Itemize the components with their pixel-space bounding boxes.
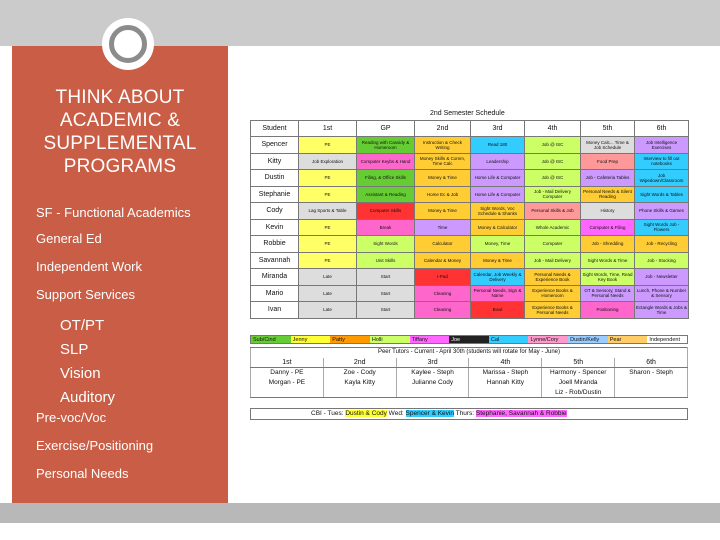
schedule-cell: Job @ ISC xyxy=(525,153,581,170)
schedule-cell: Computer & Filing xyxy=(581,219,635,236)
slide-title: THINK ABOUT ACADEMIC & SUPPLEMENTAL PROGRAMS xyxy=(43,87,197,177)
table-row xyxy=(251,137,689,154)
peer-cell xyxy=(251,388,324,398)
schedule-cell: Job - Recycling xyxy=(635,236,689,253)
legend-item: Joe xyxy=(449,336,489,343)
schedule-cell: Computer Skills xyxy=(357,203,415,220)
schedule-body xyxy=(251,137,689,319)
peer-cell xyxy=(323,388,396,398)
peer-cell: Kayla Kitty xyxy=(323,378,396,388)
schedule-table xyxy=(250,120,689,319)
schedule-cell: Positioning xyxy=(581,302,635,319)
schedule-cell: Late xyxy=(299,269,357,286)
schedule-cell: Home Ec & Job xyxy=(415,186,471,203)
peer-row xyxy=(251,368,688,378)
schedule-cell: Money & Time xyxy=(415,170,471,187)
schedule-cell: Job - Cafeteria Tables xyxy=(581,170,635,187)
peer-cell: Julianne Cody xyxy=(396,378,469,388)
schedule-cell: Job - Mail Delivery Computer xyxy=(525,186,581,203)
peer-header-cell: 1st xyxy=(251,358,324,368)
legend-item: Pear xyxy=(608,336,648,343)
peer-cell: Liz - Rob/Dustin xyxy=(542,388,615,398)
schedule-cell: Filing, & Office Skills xyxy=(357,170,415,187)
staff-legend xyxy=(250,335,688,344)
schedule-cell: Job Wipedown/Classroom xyxy=(635,170,689,187)
student-name: Cody xyxy=(251,203,299,220)
schedule-cell: Computer xyxy=(525,236,581,253)
peer-tutor-table xyxy=(250,347,688,398)
student-name: Robbie xyxy=(251,236,299,253)
schedule-cell: Home Life & Computer xyxy=(471,170,525,187)
table-row xyxy=(251,153,689,170)
schedule-cell: Personal Skills & Job xyxy=(525,203,581,220)
schedule-cell: Lunch, Phone & Number & Sensory xyxy=(635,285,689,302)
schedule-header-cell: Student xyxy=(251,121,299,137)
schedule-cell: Job @ ISC xyxy=(525,170,581,187)
schedule-cell: Start xyxy=(357,269,415,286)
schedule-cell: Start xyxy=(357,285,415,302)
schedule-cell: Lag Sports & Table xyxy=(299,203,357,220)
legend-item: Holli xyxy=(370,336,410,343)
schedule-cell: Leadership xyxy=(471,153,525,170)
schedule-header-cell: 5th xyxy=(581,121,635,137)
schedule-header-cell: 6th xyxy=(635,121,689,137)
schedule-cell: Ectangle Words & Jobs & Time xyxy=(635,302,689,319)
peer-cell: Kaylee - Steph xyxy=(396,368,469,378)
schedule-cell: PE xyxy=(299,186,357,203)
table-row xyxy=(251,302,689,319)
cbi-wed-label: Wed: xyxy=(386,410,406,417)
schedule-cell: Experience Books & Personal Needs xyxy=(525,302,581,319)
student-name: Mario xyxy=(251,285,299,302)
bullet-exercise: Exercise/Positioning xyxy=(36,438,154,453)
peer-body xyxy=(251,368,688,398)
schedule-header-cell: 4th xyxy=(525,121,581,137)
schedule-cell: Break xyxy=(357,219,415,236)
table-row xyxy=(251,186,689,203)
peer-cell: Harmony - Spencer xyxy=(542,368,615,378)
schedule-cell: Money, Time xyxy=(471,236,525,253)
schedule-cell: PE xyxy=(299,252,357,269)
table-row xyxy=(251,236,689,253)
schedule-cell: Money & Calculator xyxy=(471,219,525,236)
schedule-cell: Job Exploration xyxy=(299,153,357,170)
schedule-cell: Computer Keybs & Hand xyxy=(357,153,415,170)
schedule-cell: PE xyxy=(299,219,357,236)
schedule-cell: Sight Words & Time xyxy=(581,252,635,269)
schedule-cell: Calendar, Job Weekly & Delivery xyxy=(471,269,525,286)
schedule-cell: Assistant & Reading xyxy=(357,186,415,203)
bottom-bar xyxy=(0,503,720,523)
peer-cell: Joell Miranda xyxy=(542,378,615,388)
schedule-cell: Sight Words xyxy=(357,236,415,253)
schedule-cell: PE xyxy=(299,236,357,253)
schedule-cell: Unit Skills xyxy=(357,252,415,269)
schedule-cell: Calculator xyxy=(415,236,471,253)
schedule-cell: Money & Time xyxy=(415,203,471,220)
bullet-general-ed: General Ed xyxy=(36,231,102,246)
bullet-personal-needs: Personal Needs xyxy=(36,466,129,481)
schedule-cell: Job - Shredding xyxy=(581,236,635,253)
schedule-cell: Late xyxy=(299,302,357,319)
peer-cell: Hannah Kitty xyxy=(469,378,542,388)
cbi-thurs-label: Thurs: xyxy=(453,410,476,417)
student-name: Savannah xyxy=(251,252,299,269)
schedule-header-row xyxy=(251,121,689,137)
schedule-cell: Job - Mail Delivery xyxy=(525,252,581,269)
schedule-cell: Calendar & Money xyxy=(415,252,471,269)
schedule-cell: Sight Words, Voc Schedule & Shanks xyxy=(471,203,525,220)
bullet-pre-voc: Pre-voc/Voc xyxy=(36,410,107,425)
peer-cell: Zoe - Cody xyxy=(323,368,396,378)
schedule-cell: Whole Academic xyxy=(525,219,581,236)
bullet-independent-work: Independent Work xyxy=(36,259,142,274)
schedule-header-cell: 2nd xyxy=(415,121,471,137)
peer-row xyxy=(251,378,688,388)
schedule-title: 2nd Semester Schedule xyxy=(430,110,505,117)
peer-cell: Sharon - Steph xyxy=(615,368,688,378)
schedule-cell: Bowl xyxy=(471,302,525,319)
peer-header-cell: 5th xyxy=(542,358,615,368)
peer-cell xyxy=(615,388,688,398)
legend-item: Sub/Cind xyxy=(251,336,291,343)
schedule-cell: OT & Sensory, Stand & Personal Needs xyxy=(581,285,635,302)
schedule-cell: Job - Stocking xyxy=(635,252,689,269)
sub-bullet-slp: SLP xyxy=(60,341,89,358)
legend-item: Tiffany xyxy=(410,336,450,343)
legend-item: Dustin/Kelly xyxy=(568,336,608,343)
schedule-cell: PE xyxy=(299,170,357,187)
peer-cell xyxy=(469,388,542,398)
schedule-cell: Read 180 xyxy=(471,137,525,154)
schedule-cell: Experience Books & Homeroom xyxy=(525,285,581,302)
sub-bullet-ot-pt: OT/PT xyxy=(60,317,105,334)
peer-header-cell: 6th xyxy=(615,358,688,368)
cbi-line xyxy=(250,408,688,420)
student-name: Stephanie xyxy=(251,186,299,203)
schedule-cell: Phone Skills & Games xyxy=(635,203,689,220)
student-name: Ivan xyxy=(251,302,299,319)
schedule-cell: Personal Needs & Silent Reading xyxy=(581,186,635,203)
schedule-cell: Money Calc... Time & Job Schedule xyxy=(581,137,635,154)
peer-row xyxy=(251,388,688,398)
peer-cell: Marissa - Steph xyxy=(469,368,542,378)
peer-header-cell: 3rd xyxy=(396,358,469,368)
peer-cell: Danny - PE xyxy=(251,368,324,378)
table-row xyxy=(251,269,689,286)
student-name: Miranda xyxy=(251,269,299,286)
sub-bullet-auditory: Auditory xyxy=(60,389,116,406)
student-name: Kevin xyxy=(251,219,299,236)
student-name: Spencer xyxy=(251,137,299,154)
schedule-cell: Job Intelligence Exercises xyxy=(635,137,689,154)
peer-cell: Morgan - PE xyxy=(251,378,324,388)
decor-ring-icon xyxy=(109,25,147,63)
schedule-cell: Cleaning xyxy=(415,285,471,302)
schedule-cell: PE xyxy=(299,137,357,154)
schedule-cell: Cleaning xyxy=(415,302,471,319)
peer-cell xyxy=(396,388,469,398)
schedule-cell: I-Pad xyxy=(415,269,471,286)
schedule-cell: Reading with Cassidy & Homeroom xyxy=(357,137,415,154)
peer-header-cell: 4th xyxy=(469,358,542,368)
schedule-cell: Sight Words, Time, Read Key Book xyxy=(581,269,635,286)
schedule-header-cell: GP xyxy=(357,121,415,137)
schedule-header-cell: 3rd xyxy=(471,121,525,137)
schedule-cell: Time xyxy=(415,219,471,236)
bullet-support-services: Support Services xyxy=(36,287,135,302)
schedule-cell: Instruction & Check Writing xyxy=(415,137,471,154)
bullet-functional-academics: SF - Functional Academics xyxy=(36,205,191,220)
schedule-cell: Money & Time xyxy=(471,252,525,269)
table-row xyxy=(251,285,689,302)
schedule-cell: Sight Words & Tables xyxy=(635,186,689,203)
table-row xyxy=(251,252,689,269)
cbi-prefix: CBI - Tues: xyxy=(311,410,346,417)
table-row xyxy=(251,170,689,187)
schedule-cell: Interview to fill out notebooks xyxy=(635,153,689,170)
schedule-cell: Start xyxy=(357,302,415,319)
legend-item: Lynne/Cory xyxy=(528,336,568,343)
schedule-cell: Home Life & Computer xyxy=(471,186,525,203)
legend-item: Jenny xyxy=(291,336,331,343)
table-row xyxy=(251,203,689,220)
peer-header-row xyxy=(251,358,688,368)
peer-header-cell: 2nd xyxy=(323,358,396,368)
student-name: Dustin xyxy=(251,170,299,187)
schedule-cell: Money Skills & Comm, Time Calc xyxy=(415,153,471,170)
cbi-thurs: Stephanie, Savannah & Robbie xyxy=(475,410,567,417)
cbi-tues: Dustin & Cody xyxy=(345,410,387,417)
legend-item: Cal xyxy=(489,336,529,343)
schedule-cell: Late xyxy=(299,285,357,302)
sub-bullet-vision: Vision xyxy=(60,365,101,382)
legend-item: Independent xyxy=(647,336,687,343)
table-row xyxy=(251,219,689,236)
legend-item: Patty xyxy=(330,336,370,343)
schedule-cell: Food Prep xyxy=(581,153,635,170)
schedule-cell: Job - Newsletter xyxy=(635,269,689,286)
schedule-cell: Personal Needs, Sign & Name xyxy=(471,285,525,302)
schedule-cell: Job @ ISC xyxy=(525,137,581,154)
peer-tutor-title: Peer Tutors - Current - April 30th (students will rotate for May - June) xyxy=(251,348,688,358)
schedule-header-cell: 1st xyxy=(299,121,357,137)
cbi-wed: Spencer & Kevin xyxy=(405,410,454,417)
schedule-cell: Sight Words Job - Flowers xyxy=(635,219,689,236)
student-name: Kitty xyxy=(251,153,299,170)
schedule-cell: History xyxy=(581,203,635,220)
schedule-cell: Personal Needs & Experience Book xyxy=(525,269,581,286)
peer-cell xyxy=(615,378,688,388)
